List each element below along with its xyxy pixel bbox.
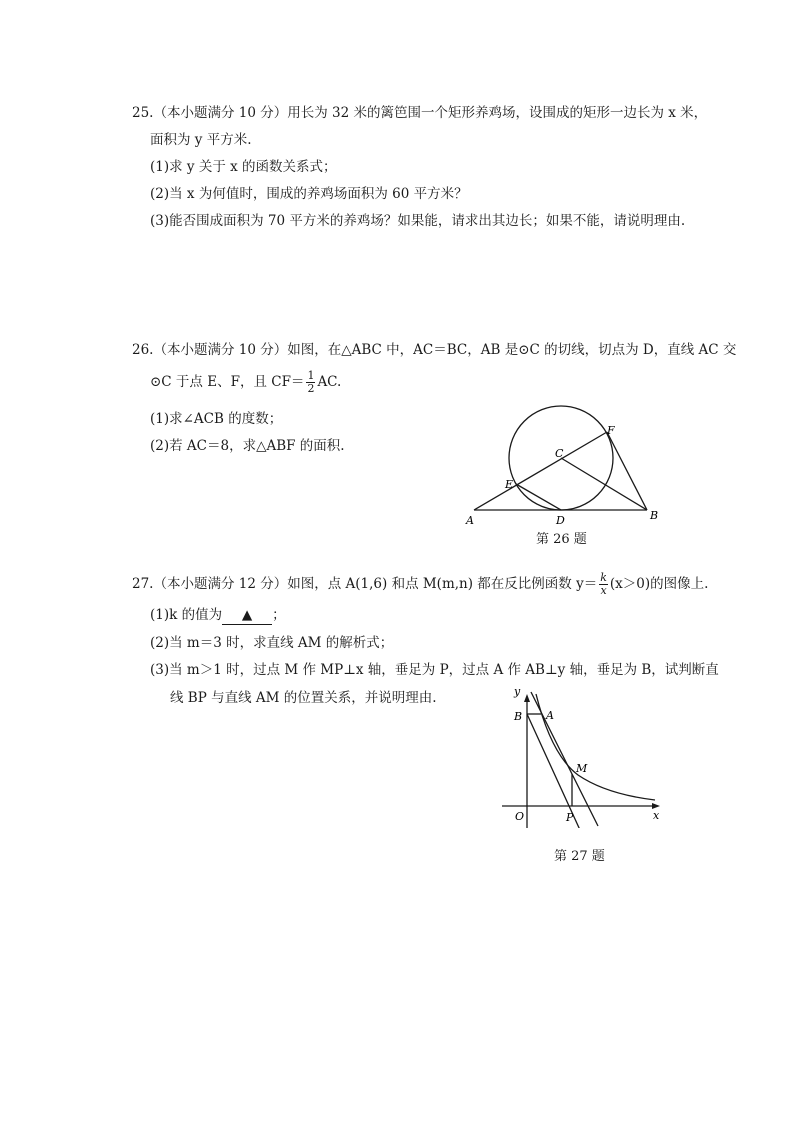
q25-part1: (1)求 y 关于 x 的函数关系式； [150, 159, 337, 175]
label-x: x [653, 809, 660, 822]
q26-heading: 26.（本小题满分 10 分）如图，在△ABC 中，AC＝BC，AB 是⊙C 的切线，切点为 D，直线 AC 交 [132, 342, 737, 358]
q27-part3: (3)当 m＞1 时，过点 M 作 MP⊥x 轴，垂足为 P，过点 A 作 AB⊥y 轴，垂足为 B，试判断直 [150, 662, 719, 678]
label-p: P [566, 811, 574, 824]
label-e: E [505, 478, 514, 491]
q26-heading-cont [150, 370, 341, 395]
label-b: B [514, 710, 523, 723]
q26-fraction [306, 370, 315, 395]
figure-26 [462, 400, 662, 530]
q27-fraction [599, 572, 608, 597]
figure-26-caption: 第 26 题 [536, 532, 587, 547]
label-a: A [466, 514, 474, 527]
q27-part1 [150, 606, 286, 625]
label-o: O [515, 810, 525, 823]
q25-part3: (3)能否围成面积为 70 平方米的养鸡场？如果能，请求出其边长；如果不能，请说明理由. [150, 213, 686, 229]
q26-cond-pre: ⊙C 于点 E、F，且 CF＝ [150, 374, 305, 390]
figure-27-caption: 第 27 题 [554, 849, 605, 864]
label-a: A [546, 709, 554, 722]
q27-frac-den: x [600, 584, 607, 597]
q27-heading [132, 572, 708, 597]
q26-part2: (2)若 AC＝8，求△ABF 的面积. [150, 438, 345, 454]
answer-blank: ▲ [222, 606, 272, 625]
label-y: y [514, 685, 521, 698]
q27-part3-cont: 线 BP 与直线 AM 的位置关系，并说明理由. [170, 690, 437, 706]
q25-heading: 25.（本小题满分 10 分）用长为 32 米的篱笆围一个矩形养鸡场，设围成的矩形一边长为 x 米， [132, 105, 708, 121]
q27-part1-post: ； [272, 607, 286, 623]
q25-heading-cont: 面积为 y 平方米. [150, 132, 252, 148]
label-d: D [556, 514, 565, 527]
segment-ed [516, 484, 561, 510]
q27-head-post: (x＞0)的图像上. [609, 576, 709, 592]
q26-frac-num: 1 [307, 369, 315, 382]
label-f: F [607, 424, 615, 437]
q26-cond-post: AC. [317, 374, 342, 390]
q26-frac-den: 2 [307, 382, 315, 395]
label-b: B [650, 509, 659, 522]
q25-part2: (2)当 x 为何值时，围成的养鸡场面积为 60 平方米？ [150, 186, 468, 202]
figure-27 [500, 682, 670, 828]
label-c: C [555, 447, 564, 460]
q27-part2: (2)当 m＝3 时，求直线 AM 的解析式； [150, 635, 394, 651]
y-axis-arrow [524, 694, 530, 702]
q27-frac-num: k [600, 571, 607, 584]
q26-part1: (1)求∠ACB 的度数； [150, 411, 283, 427]
label-m: M [576, 762, 588, 775]
q27-head-pre: 27.（本小题满分 12 分）如图，点 A(1,6) 和点 M(m,n) 都在反比例函数 y＝ [132, 576, 598, 592]
q27-part1-pre: (1)k 的值为 [150, 607, 223, 623]
